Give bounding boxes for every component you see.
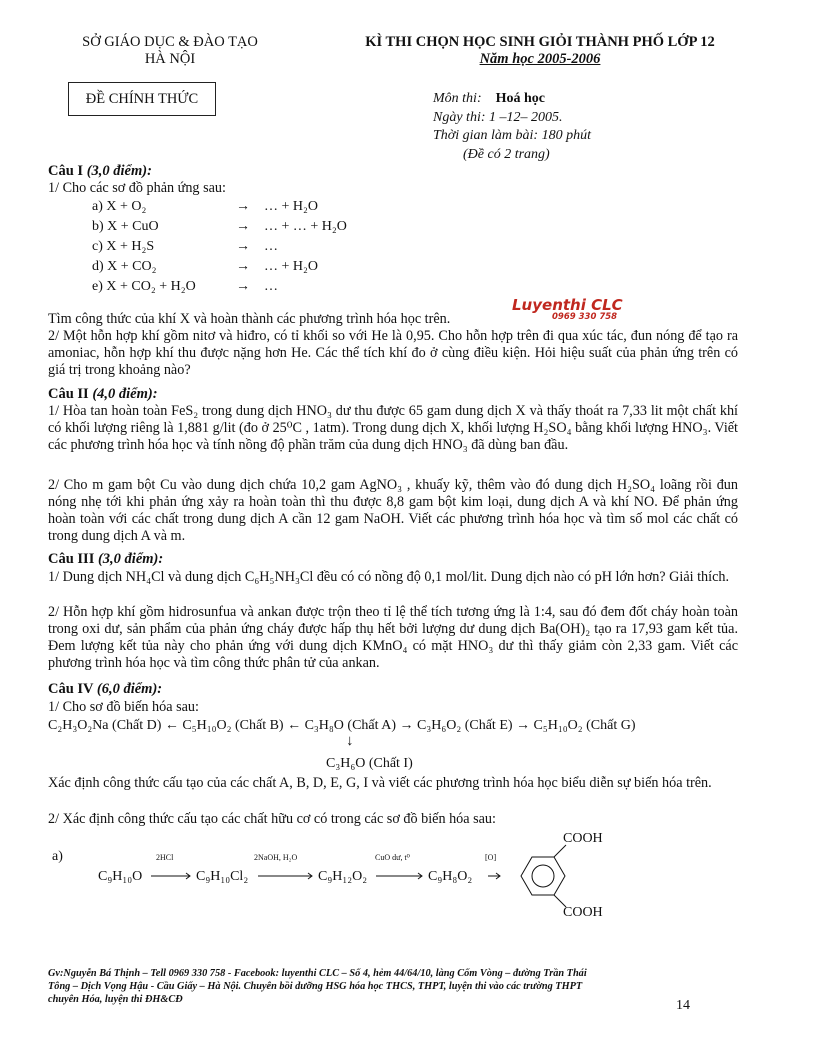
arrow-1-head xyxy=(186,873,190,879)
scheme-2-condition-4: [O] xyxy=(485,853,497,862)
footer-line3: chuyên Hóa, luyện thi ĐH&CĐ xyxy=(48,994,183,1005)
cooh-top-bond xyxy=(554,845,566,857)
reaction-reactants: a) X + O₂ xyxy=(92,199,147,214)
benzene-inner-circle xyxy=(532,865,554,887)
exam-header xyxy=(330,34,750,68)
q3-part1: 1/ Dung dịch NH₄Cl và dung dịch C₆H₅NH₃Cl đều có có nồng độ 0,1 mol/lit. Dung dịch nào có pH lớn hơn? Giải thích. xyxy=(48,569,730,585)
brand-logo: Luyenthi CLC xyxy=(512,296,623,314)
reaction-products: … xyxy=(264,279,278,294)
down-arrow: ↓ xyxy=(346,733,354,749)
reaction-products: … + … + H₂O xyxy=(264,219,347,234)
q4-part2-intro: 2/ Xác định công thức cấu tạo các chất hữu cơ có trong các sơ đồ biến hóa sau: xyxy=(48,811,496,827)
benzene-ring-icon xyxy=(521,857,565,895)
q2-label: Câu II xyxy=(48,386,89,402)
department-line2: HÀ NỘI xyxy=(144,51,196,67)
reaction-reactants: e) X + CO₂ + H₂O xyxy=(92,279,196,294)
reaction-row xyxy=(92,199,452,219)
exam-title: KÌ THI CHỌN HỌC SINH GIỎI THÀNH PHỐ LỚP 12 xyxy=(365,34,715,50)
q4-points: (6,0 điểm): xyxy=(96,681,163,697)
cooh-bottom-bond xyxy=(554,895,566,907)
exam-duration: Thời gian làm bài: 180 phút xyxy=(433,128,591,143)
scheme-2-condition-2: 2NaOH, H₂O xyxy=(254,853,298,862)
scheme-2-condition-3: CuO dư, t⁰ xyxy=(375,853,410,862)
q2-points: (4,0 điểm): xyxy=(92,386,158,402)
cooh-bottom-label: COOH xyxy=(563,905,603,920)
q2-part2: 2/ Cho m gam bột Cu vào dung dịch chứa 10,2 gam AgNO₃ , khuấy kỹ, thêm vào đó dung dịch H₂SO₄ loãng rồi đun nóng nhẹ tới khi phản ứng xảy ra hoàn toàn thì thu được 8,8 gam bột kim loại, dung dịch A và khí NO. Để phản ứng hoàn toàn với các chất trong dung dịch A cần 12 gam NaOH. Viết các phương trình hóa học và tìm số mol các chất có trong dung dịch A và m. xyxy=(48,477,738,544)
reaction-reactants: c) X + H₂S xyxy=(92,239,155,254)
q3-label: Câu III xyxy=(48,551,95,567)
question-3-title xyxy=(48,551,163,568)
arrow-3-head xyxy=(418,873,422,879)
footer xyxy=(48,967,698,1006)
reaction-row xyxy=(92,279,452,299)
reaction-reactants: d) X + CO₂ xyxy=(92,259,157,274)
scheme-2-label: a) xyxy=(52,849,63,864)
scheme-2-condition-1: 2HCl xyxy=(156,853,174,862)
reaction-reactants: b) X + CuO xyxy=(92,219,159,234)
q1-points: (3,0 điểm): xyxy=(86,163,152,179)
q1-part1-task: Tìm công thức của khí X và hoàn thành các phương trình hóa học trên. xyxy=(48,311,451,327)
reaction-products: … + H₂O xyxy=(264,259,318,274)
page-number: 14 xyxy=(676,998,690,1013)
q3-points: (3,0 điểm): xyxy=(97,551,164,567)
reaction-arrow: → xyxy=(236,279,250,294)
subject-value: Hoá học xyxy=(495,91,545,106)
q1-part2: 2/ Một hỗn hợp khí gồm nitơ và hiđro, có tỉ khối so với He là 0,95. Cho hỗn hợp trên đi qua xúc tác, đun nóng để tạo ra amoniac, hỗn hợp khí thu được nặng hơn He. Các thể tích khí đo ở cùng điều kiện. Hỏi hiệu suất của phản ứng trên có giá trị trong khoảng nào? xyxy=(48,328,738,378)
reaction-products: … + H₂O xyxy=(264,199,318,214)
footer-line2: Tông – Dịch Vọng Hậu - Cầu Giấy – Hà Nội. Chuyên bồi dưỡng HSG hóa học THCS, THPT, luyện thi vào các trường THPT xyxy=(48,981,583,992)
question-4-title xyxy=(48,681,162,698)
exam-date: Ngày thi: 1 –12– 2005. xyxy=(433,109,563,125)
arrow-2-head xyxy=(308,873,312,879)
department-header xyxy=(40,34,300,68)
brand-phone: 0969 330 758 xyxy=(552,312,618,322)
scheme-2-compound-3: C₉H₁₂O₂ xyxy=(318,869,368,884)
pages-note: (Đề có 2 trang) xyxy=(463,146,550,162)
footer-line1: Gv:Nguyễn Bá Thịnh – Tell 0969 330 758 - Facebook: luyenthi CLC – Số 4, hẻm 44/64/10, làng Cốm Vòng – đường Trần Thái xyxy=(48,968,587,979)
q1-part1-intro: 1/ Cho các sơ đồ phản ứng sau: xyxy=(48,180,226,196)
school-year: Năm học 2005-2006 xyxy=(479,51,601,67)
department-line1: SỞ GIÁO DỤC & ĐÀO TẠO xyxy=(82,34,258,50)
q3-part2: 2/ Hỗn hợp khí gồm hidrosunfua và ankan được trộn theo tỉ lệ thể tích tương ứng là 1:4, sau đó đem đốt cháy hoàn toàn trong oxi dư, sản phẩm của phản ứng cháy được hấp thụ hết bởi lượng dư dung dịch Ba(OH)₂ tạo ra 17,93 gam kết tủa. Đem lượng kết tủa này cho phản ứng với dung dịch KMnO₄ có mặt HNO₃ dư thì thấy giảm còn 2,33 gam. Viết các phương trình hóa học và tìm công thức phân tử của ankan. xyxy=(48,604,738,671)
arrow-4-head xyxy=(496,873,500,879)
official-label-box: ĐỀ CHÍNH THỨC xyxy=(68,82,216,116)
q4-label: Câu IV xyxy=(48,681,94,697)
reaction-products: … xyxy=(264,239,278,254)
q4-part1-task: Xác định công thức cấu tạo của các chất A, B, D, E, G, I và viết các phương trình hóa học biểu diễn sự biến hóa trên. xyxy=(48,775,712,791)
subject-label: Môn thi: xyxy=(433,91,482,106)
scheme-2-compound-1: C₉H₁₀O xyxy=(98,869,143,884)
conversion-scheme-1: C₂H₃O₂Na (Chất D) ← C₅H₁₀O₂ (Chất B) ← C₃H₈O (Chất A) → C₃H₆O₂ (Chất E) → C₅H₁₀O₂ (Chất G) xyxy=(48,718,636,733)
scheme-2-compound-4: C₉H₈O₂ xyxy=(428,869,473,884)
reaction-arrow: → xyxy=(236,239,250,254)
q4-part1-intro: 1/ Cho sơ đồ biến hóa sau: xyxy=(48,699,199,715)
reaction-arrow: → xyxy=(236,259,250,274)
reaction-row xyxy=(92,259,452,279)
cooh-top-label: COOH xyxy=(563,831,603,846)
scheme-1-branch-product: C₃H₆O (Chất I) xyxy=(326,756,413,771)
reaction-arrow: → xyxy=(236,199,250,214)
q1-label: Câu I xyxy=(48,163,84,179)
scheme-2-compound-2: C₉H₁₀Cl₂ xyxy=(196,869,249,884)
reaction-row xyxy=(92,239,452,259)
reaction-list xyxy=(92,199,452,299)
question-1-title xyxy=(48,163,152,180)
exam-info xyxy=(433,90,591,164)
q2-part1: 1/ Hòa tan hoàn toàn FeS₂ trong dung dịch HNO₃ dư thu được 65 gam dung dịch X và thấy thoát ra 7,33 lit một chất khí có khối lượng riêng là 1,881 g/lit (đo ở 25⁰C , 1atm). Trong dung dịch X, khối lượng H₂SO₄ bằng khối lượng HNO₃. Viết các phương trình hóa học và tính nồng độ phần trăm của dung dịch HNO₃ đã dùng ban đầu. xyxy=(48,403,738,453)
reaction-arrow: → xyxy=(236,219,250,234)
question-2-title xyxy=(48,386,158,403)
reaction-row xyxy=(92,219,452,239)
